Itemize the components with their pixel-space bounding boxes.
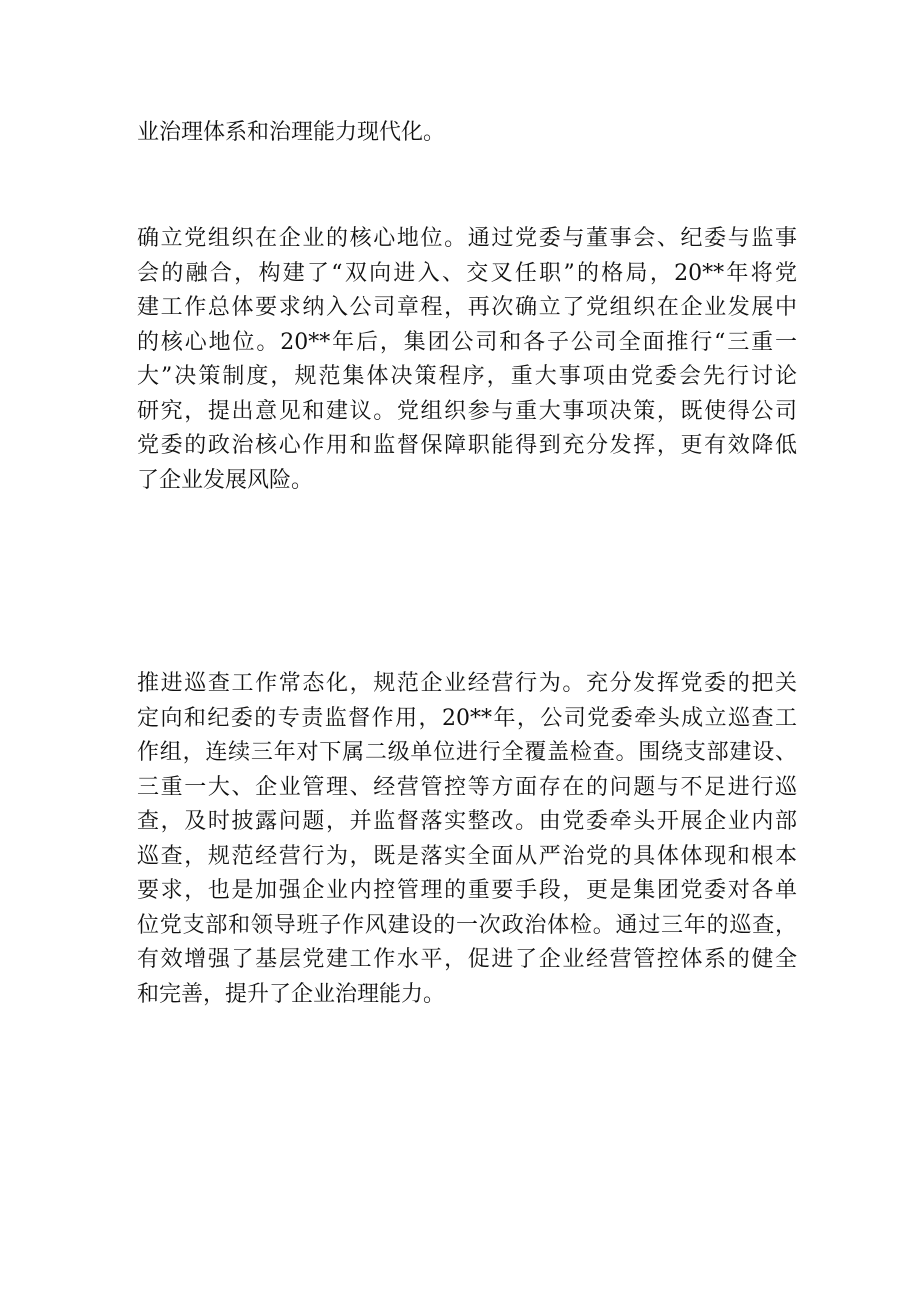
paragraph-line: 和完善，提升了企业治理能力。 — [137, 981, 446, 1007]
paragraph-line: 查，及时披露问题，并监督落实整改。由党委牵头开展企业内部 — [137, 809, 797, 834]
paragraph-1 — [137, 116, 797, 151]
paragraph-line: 了企业发展风险。 — [137, 467, 314, 493]
paragraph-line: 作组，连续三年对下属二级单位进行全覆盖检查。围绕支部建设、 — [137, 740, 797, 765]
paragraph-line: 有效增强了基层党建工作水平，促进了企业经营管控体系的健全 — [137, 947, 797, 972]
paragraph-3 — [137, 667, 797, 1012]
paragraph-line: 三重一大、企业管理、经营管控等方面存在的问题与不足进行巡 — [137, 774, 797, 800]
paragraph-line: 巡查，规范经营行为，既是落实全面从严治党的具体体现和根本 — [137, 843, 797, 869]
paragraph-line: 党委的政治核心作用和监督保障职能得到充分发挥，更有效降低 — [137, 433, 797, 458]
paragraph-line: 要求，也是加强企业内控管理的重要手段，更是集团党委对各单 — [137, 878, 797, 903]
paragraph-line: 大”决策制度，规范集体决策程序，重大事项由党委会先行讨论 — [137, 364, 797, 389]
paragraph-line: 推进巡查工作常态化，规范企业经营行为。充分发挥党委的把关 — [137, 671, 797, 696]
paragraph-line: 建工作总体要求纳入公司章程，再次确立了党组织在企业发展中 — [137, 295, 797, 320]
paragraph-line: 位党支部和领导班子作风建设的一次政治体检。通过三年的巡查， — [137, 912, 797, 938]
paragraph-line: 业治理体系和治理能力现代化。 — [137, 120, 446, 145]
paragraph-line: 的核心地位。20**年后，集团公司和各子公司全面推行“三重一 — [137, 329, 797, 355]
paragraph-line: 确立党组织在企业的核心地位。通过党委与董事会、纪委与监事 — [137, 226, 797, 251]
paragraph-line: 研究，提出意见和建议。党组织参与重大事项决策，既使得公司 — [137, 398, 797, 424]
paragraph-line: 会的融合，构建了“双向进入、交叉任职”的格局，20**年将党 — [137, 260, 797, 286]
paragraph-2 — [137, 222, 797, 498]
paragraph-line: 定向和纪委的专责监督作用，20**年，公司党委牵头成立巡查工 — [137, 705, 797, 731]
